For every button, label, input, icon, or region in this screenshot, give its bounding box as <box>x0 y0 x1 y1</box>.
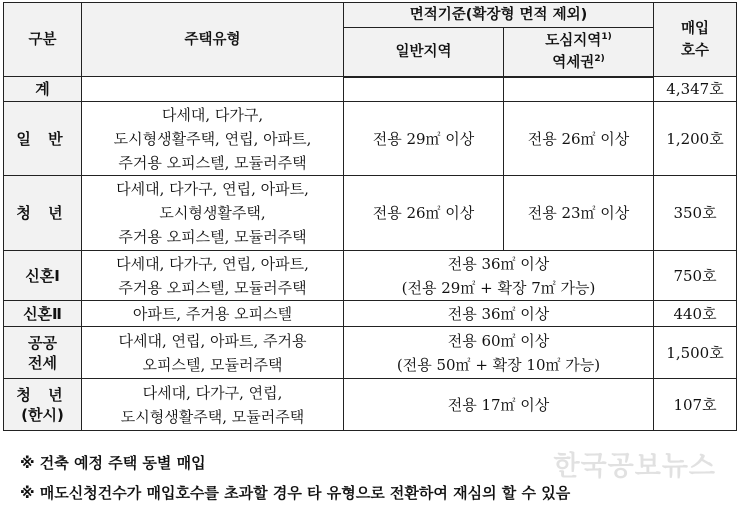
row-public-lease-type-line: 오피스텔, 모듈러주택 <box>142 355 283 374</box>
row-newlywed2-category: 신혼Ⅱ <box>4 301 82 327</box>
row-public-lease-category-line1: 공공 <box>28 333 57 352</box>
header-area-standard: 면적기준(확장형 면적 제외) <box>344 3 654 28</box>
row-newlywed1-area-line1: 전용 36㎡ 이상 <box>447 254 550 273</box>
row-general-count: 1,200호 <box>654 102 737 176</box>
note-construction: ※ 건축 예정 주택 동별 매입 <box>20 454 206 472</box>
row-public-lease-area-line1: 전용 60㎡ 이상 <box>447 331 550 350</box>
note-conversion: ※ 매도신청건수가 매입호수를 초과할 경우 타 유형으로 전환하여 재심의 할 수 있음 <box>20 484 571 502</box>
row-newlywed2-types: 아파트, 주거용 오피스텔 <box>82 301 344 327</box>
row-newlywed2-area: 전용 36㎡ 이상 <box>344 301 654 327</box>
row-general-area-general: 전용 29㎡ 이상 <box>344 102 504 176</box>
watermark: 한국공보뉴스 <box>553 451 716 482</box>
row-youth-type-line: 주거용 오피스텔, 모듈러주택 <box>118 228 307 246</box>
row-youth-temp-type-line: 도시형생활주택, 모듈러주택 <box>120 407 305 426</box>
header-urban-label: 도심지역 <box>545 32 602 49</box>
row-newlywed1-types <box>82 251 344 301</box>
row-youth-temp-type-line: 다세대, 다가구, 연립, <box>142 383 283 402</box>
row-newlywed1-area-line2: (전용 29㎡ + 확장 7㎡ 가능) <box>401 278 596 297</box>
header-urban-line <box>506 30 651 52</box>
row-public-lease-type-line: 다세대, 연립, 아파트, 주거용 <box>118 331 307 350</box>
row-total-count: 4,347호 <box>654 77 737 102</box>
header-station-label: 역세권 <box>552 54 595 71</box>
row-newlywed1-category: 신혼Ⅰ <box>4 251 82 301</box>
row-youth-temp-category-line2: (한시) <box>21 405 64 424</box>
row-newlywed1-area <box>344 251 654 301</box>
row-total-area-general <box>344 77 504 102</box>
header-urban-area <box>504 28 654 77</box>
row-general-type-line: 다세대, 다가구, <box>161 105 264 124</box>
housing-purchase-table <box>3 2 737 431</box>
row-total-types <box>82 77 344 102</box>
row-public-lease-count: 1,500호 <box>654 327 737 379</box>
row-general-type-line: 주거용 오피스텔, 모듈러주택 <box>118 153 307 172</box>
header-housing-type: 주택유형 <box>82 3 344 77</box>
row-youth-temp-category-line1: 청 년 <box>16 385 69 404</box>
row-youth-temp-types <box>82 379 344 431</box>
row-youth-category: 청 년 <box>4 176 82 251</box>
header-category: 구분 <box>4 3 82 77</box>
row-youth-temp-area: 전용 17㎡ 이상 <box>344 379 654 431</box>
header-purchase-line1: 매입 <box>680 20 709 37</box>
row-general-area-urban: 전용 26㎡ 이상 <box>504 102 654 176</box>
header-station-line <box>506 52 651 74</box>
row-newlywed2-count: 440호 <box>654 301 737 327</box>
footnote-mark-1: 1) <box>601 31 612 42</box>
row-general-type-line: 도시형생활주택, 연립, 아파트, <box>113 129 312 148</box>
header-purchase-count <box>654 3 737 77</box>
row-youth-temp-count: 107호 <box>654 379 737 431</box>
row-newlywed1-count: 750호 <box>654 251 737 301</box>
row-general-category: 일 반 <box>4 102 82 176</box>
footnote-mark-2: 2) <box>594 53 605 64</box>
row-general-types <box>82 102 344 176</box>
row-youth-types <box>82 176 344 251</box>
row-youth-area-urban: 전용 23㎡ 이상 <box>504 176 654 251</box>
row-public-lease-area <box>344 327 654 379</box>
row-public-lease-types <box>82 327 344 379</box>
row-youth-type-line: 다세대, 다가구, 연립, 아파트, <box>116 180 309 198</box>
row-total-area-urban <box>504 77 654 102</box>
row-newlywed1-type-line: 다세대, 다가구, 연립, 아파트, <box>116 254 309 273</box>
row-youth-count: 350호 <box>654 176 737 251</box>
header-purchase-line2: 호수 <box>680 42 709 59</box>
row-youth-temp-category <box>4 379 82 431</box>
row-youth-area-general: 전용 26㎡ 이상 <box>344 176 504 251</box>
row-total-category: 계 <box>4 77 82 102</box>
row-public-lease-category-line2: 전세 <box>28 353 57 372</box>
header-general-area: 일반지역 <box>344 28 504 77</box>
row-public-lease-area-line2: (전용 50㎡ + 확장 10㎡ 가능) <box>396 355 601 374</box>
row-youth-type-line: 도시형생활주택, <box>159 204 266 222</box>
row-public-lease-category <box>4 327 82 379</box>
row-newlywed1-type-line: 주거용 오피스텔, 모듈러주택 <box>118 278 307 297</box>
